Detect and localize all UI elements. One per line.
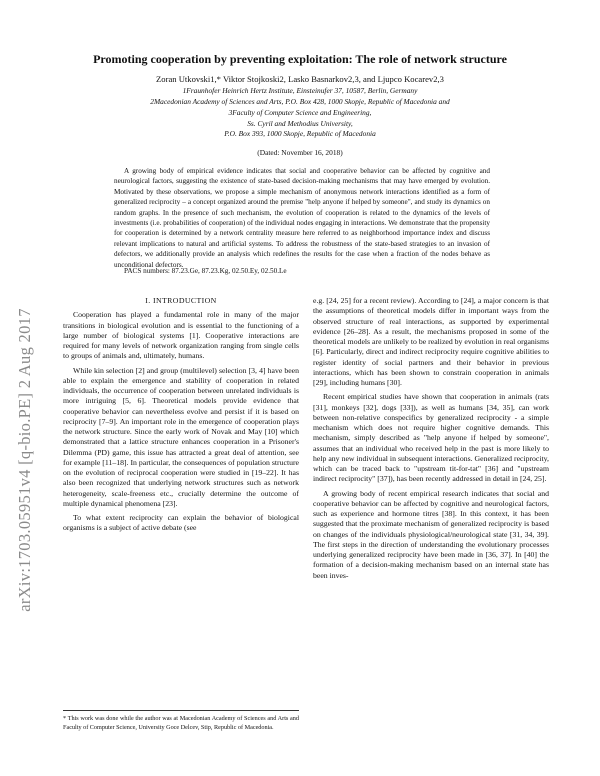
paragraph: e.g. [24, 25] for a recent review). According to [24], a major concern is that the assumptions of theoretical models differ in important ways from the observed structure of real interactions, as supported by experimental evidence [26–28]. As a result, the mechanisms proposed in some of the theoretical models are unlikely to be realized by evolution in real organisms [6]. Particularly, direct and indirect reciprocity require cognitive abilities to register identity of social partners and their behavior in previous interactions, which has been shown to constrain cooperation in animals [29], including humans [30].: [313, 296, 549, 387]
abstract: A growing body of empirical evidence indicates that social and cooperative behavior can be affected by cognitive and neurological factors, suggesting the existence of state-based decision-making mechanisms that may have emerged by evolution. Motivated by these observations, we propose a simple mechanism of anonymous network interactions identified as a form of generalized reciprocity – a concept organized around the premise "help anyone if helped by someone", and study its dynamics on random graphs. In the presence of such mechanism, the evolution of cooperation is related to the dynamics of the levels of investments (i.e. probabilities of cooperation) of the individual nodes engaging in interactions. We demonstrate that the propensity for cooperation is determined by a network centrality measure here referred to as neighborhood importance index and discuss relevant implications to natural and artificial systems. To address the robustness of the state-based strategies to an invasion of defectors, we additionally provide an analysis which redefines the results for the case when a fraction of the nodes behave as unconditional defectors.: [114, 167, 490, 269]
paragraph: To what extent reciprocity can explain the behavior of biological organisms is a subject of active debate (see: [63, 513, 299, 533]
pacs-numbers: PACS numbers: 87.23.Ge, 87.23.Kg, 02.50.Ey, 02.50.Le: [124, 267, 287, 275]
paragraph: Cooperation has played a fundamental role in many of the major transitions in biological evolution and is essential to the functioning of a large number of biological systems [1]. Cooperative interactions are required for many levels of network organization ranging from single cells to groups of animals and, ultimately, humans.: [63, 310, 299, 361]
paragraph: Recent empirical studies have shown that cooperation in animals (rats [31], monkeys [32], dogs [33]), as well as humans [34, 35], can work between non-relative conspecifics by generalized reciprocity - a simple mechanism which does not require higher cognitive demands. This mechanism, simply described as "help anyone if helped by someone", assumes that an individual who received help in the past is more likely to help any new individual in subsequent interactions. Generalized reciprocity, which can be traced back to "upstream tit-for-tat" [36] and "upstream indirect reciprocity" [37]), has been recently addressed in detail in [24, 25].: [313, 392, 549, 484]
paragraph: A growing body of recent empirical research indicates that social and cooperative behavior can be affected by cognitive and neurological factors, such as experience and hormone titres [38]. In this context, it has been suggested that the proximate mechanism of generalized reciprocity is based on changes of the individuals physiological/neurological state [31, 34, 39]. The first steps in the direction of understanding the evolutionary processes underlying generalized reciprocity have been made in [36, 37]. In [40] the formation of a decision-making mechanism based on an internal state has been inves-: [313, 488, 549, 580]
affiliation-1: 1Fraunhofer Heinrich Hertz Institute, Einsteinufer 37, 10587, Berlin, Germany: [182, 86, 418, 95]
left-column: [63, 296, 299, 538]
paragraph: While kin selection [2] and group (multilevel) selection [3, 4] have been able to explain the emergence and stability of cooperation in related individuals, the occurrence of cooperation between unrelated individuals is more intriguing [5, 6]. Theoretical models provide evidence that cooperative behavior can nevertheless evolve and persist if it is based on reciprocity [7–9]. An important role in the emergence of cooperation plays the network structure. Since the early work of Novak and May [10] which demonstrated that a lattice structure enhances cooperation in a Prisoner's Dilemma (PD) game, this issue has attracted a great deal of attention, see for example [11–18]. In particular, the consequences of population structure on the evolution of reciprocal cooperation were studied in [19–22]. It has also been recognized that underlying network structures such as network heterogeneity, scale-freeness etc., crucially determine the outcome of multiple dynamical phenomena [23].: [63, 365, 299, 508]
right-column: [313, 296, 549, 585]
arxiv-identifier: arXiv:1703.05951v4 [q-bio.PE] 2 Aug 2017: [15, 308, 34, 612]
author-list: Zoran Utkovski1,* Viktor Stojkoski2, Lasko Basnarkov2,3, and Ljupco Kocarev2,3: [156, 74, 444, 84]
footnote: * This work was done while the author was at Macedonian Academy of Sciences and Arts and Faculty of Computer Science, University Goce Delcev, Stip, Republic of Macedonia.: [63, 710, 299, 732]
affiliation-2: 2Macedonian Academy of Sciences and Arts, P.O. Box 428, 1000 Skopje, Republic of Macedonia and: [150, 97, 450, 106]
date-line: (Dated: November 16, 2018): [257, 148, 343, 157]
paper-title: Promoting cooperation by preventing exploitation: The role of network structure: [93, 52, 507, 66]
affiliation-3: 3Faculty of Computer Science and Engineering,: [228, 108, 372, 117]
section-heading: I. INTRODUCTION: [145, 296, 217, 305]
affiliation-4: Ss. Cyril and Methodius University,: [247, 118, 353, 128]
affiliation-5: P.O. Box 393, 1000 Skopje, Republic of Macedonia: [224, 129, 376, 138]
